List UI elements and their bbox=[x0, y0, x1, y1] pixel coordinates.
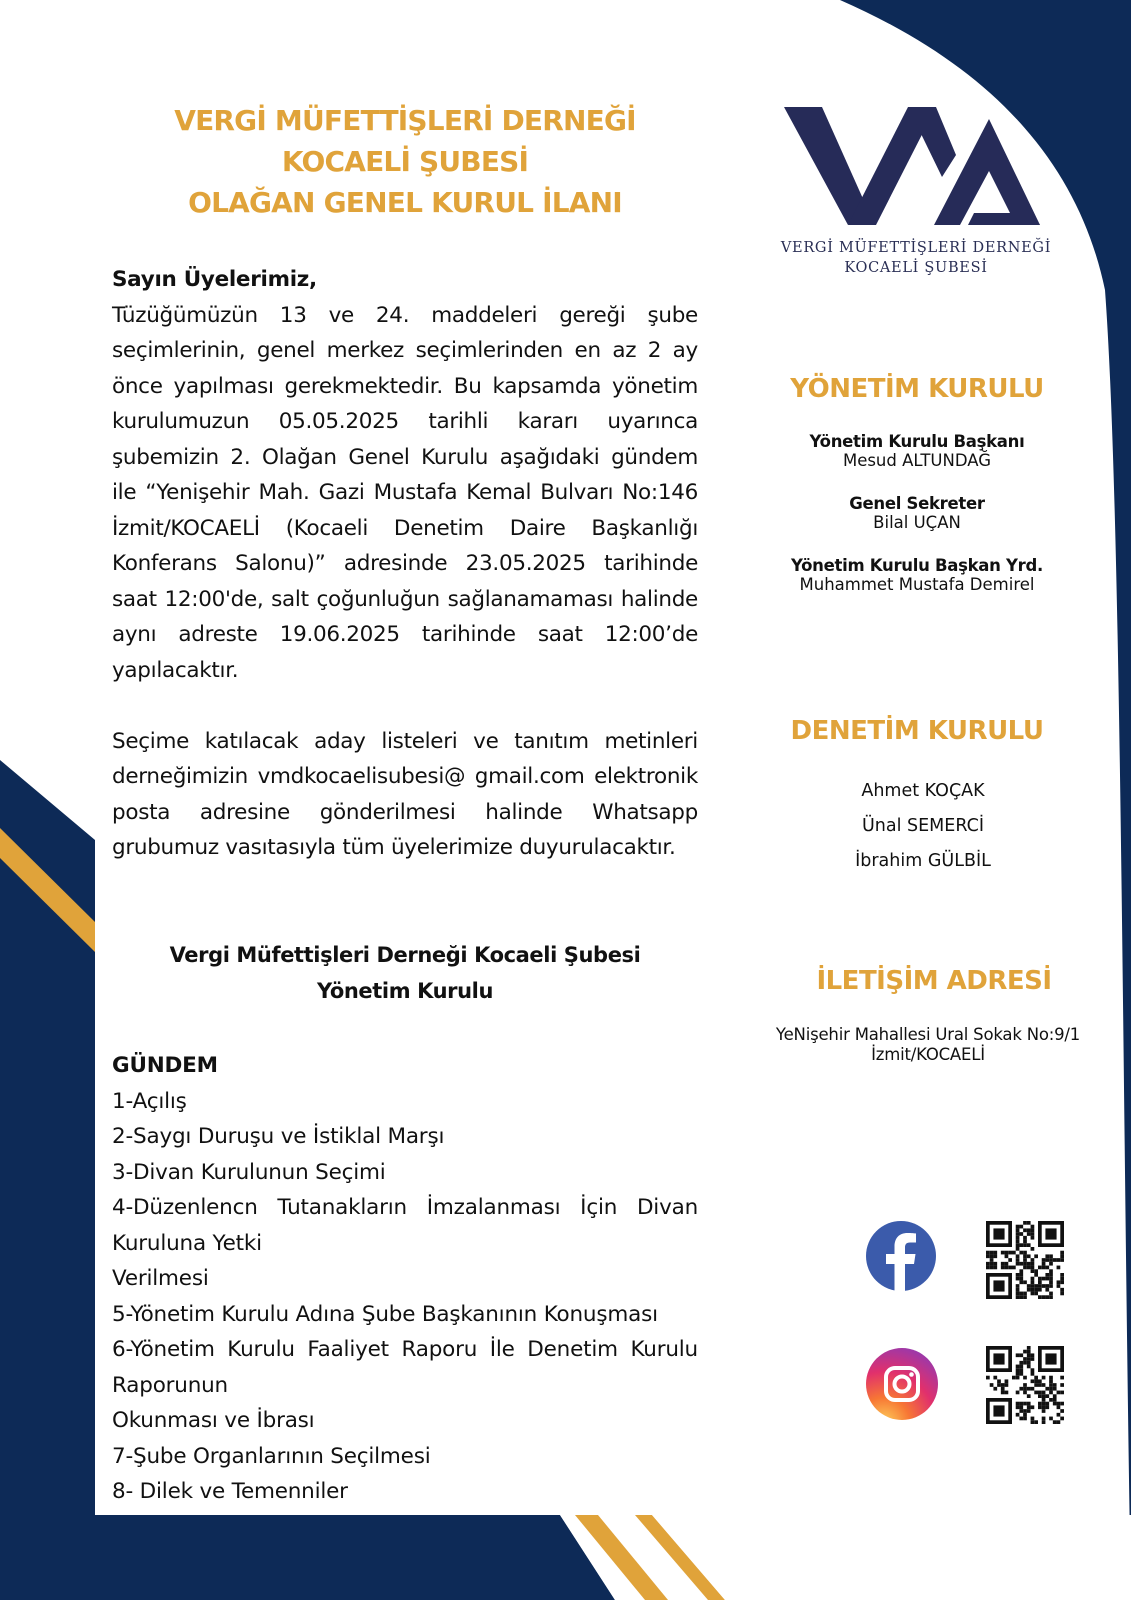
address-line-2: İzmit/KOCAELİ bbox=[871, 1045, 985, 1064]
agenda-item: 5-Yönetim Kurulu Adına Şube Başkanının Konuşması bbox=[112, 1301, 658, 1327]
board-title: YÖNETİM KURULU bbox=[790, 374, 1044, 404]
audit-member: İbrahim GÜLBİL bbox=[855, 851, 991, 871]
paragraph-gap bbox=[112, 688, 698, 724]
agenda-item: 8- Dilek ve Temenniler bbox=[112, 1479, 348, 1504]
agenda-section bbox=[112, 1048, 698, 1510]
logo-line-2: KOCAELİ ŞUBESİ bbox=[844, 260, 988, 276]
board-role: Yönetim Kurulu Başkanı bbox=[809, 432, 1025, 451]
title-line-3: OLAĞAN GENEL KURUL İLANI bbox=[188, 186, 622, 219]
board-member-3 bbox=[767, 556, 1067, 594]
signature-line-2: Yönetim Kurulu bbox=[316, 978, 494, 1003]
agenda-item: 2-Saygı Duruşu ve İstiklal Marşı bbox=[112, 1124, 445, 1149]
title-line-2: KOCAELİ ŞUBESİ bbox=[281, 145, 529, 178]
address-line-1: YeNişehir Mahallesi Ural Sokak No:9/1 bbox=[775, 1025, 1081, 1044]
signature-block bbox=[112, 938, 698, 1009]
announcement-title bbox=[112, 100, 698, 223]
agenda-item: 1-Açılış bbox=[112, 1088, 187, 1114]
contact-address bbox=[758, 1025, 1098, 1065]
board-member-1 bbox=[767, 432, 1067, 470]
audit-member: Ünal SEMERCİ bbox=[861, 816, 985, 836]
contact-title: İLETİŞİM ADRESİ bbox=[816, 966, 1052, 996]
board-role: Genel Sekreter bbox=[849, 494, 985, 513]
agenda-item: Verilmesi bbox=[112, 1266, 209, 1291]
navy-bottom-right bbox=[652, 1515, 1131, 1600]
board-member-2 bbox=[767, 494, 1067, 532]
board-role: Yönetim Kurulu Başkan Yrd. bbox=[791, 556, 1043, 575]
title-line-1: VERGİ MÜFETTİŞLERİ DERNEĞİ bbox=[174, 104, 636, 137]
salutation: Sayın Üyelerimiz, bbox=[112, 267, 317, 292]
audit-member: Ahmet KOÇAK bbox=[861, 781, 985, 801]
paragraph-2: Seçime katılacak aday listeleri ve tanıtım metinleri derneğimizin vmdkocaelisubesi@ gmail.com elektronik posta adresine gönderilmesi halinde Whatsapp grubumuz vasıtasıyla tüm üyelerimize duyurulacaktır. bbox=[112, 728, 698, 860]
agenda-item: 3-Divan Kurulunun Seçimi bbox=[112, 1159, 386, 1185]
qr-code-icon bbox=[986, 1221, 1064, 1299]
logo-caption bbox=[766, 238, 1066, 278]
agenda-item: 7-Şube Organlarının Seçilmesi bbox=[112, 1443, 431, 1469]
board-name: Mesud ALTUNDAĞ bbox=[842, 451, 992, 470]
audit-title: DENETİM KURULU bbox=[790, 716, 1044, 746]
board-name: Bilal UÇAN bbox=[873, 513, 961, 532]
signature-line-1: Vergi Müfettişleri Derneği Kocaeli Şubesi bbox=[169, 943, 641, 967]
instagram-icon[interactable] bbox=[866, 1348, 938, 1420]
agenda-title: GÜNDEM bbox=[112, 1053, 218, 1078]
qr-code-icon bbox=[986, 1346, 1064, 1424]
board-name: Muhammet Mustafa Demirel bbox=[799, 575, 1035, 594]
association-logo bbox=[766, 100, 1066, 290]
agenda-item: Okunması ve İbrası bbox=[112, 1408, 315, 1433]
vm-logo-mark bbox=[784, 105, 1044, 235]
paragraph-1: Tüzüğümüzün 13 ve 24. maddeleri gereği şube seçimlerinin, genel merkez seçimlerinden en az 2 ay önce yapılması gerekmektedir. Bu kapsamda yönetim kurulumuzun 05.05.2025 tarihli kararı uyarınca şubemizin 2. Olağan Genel Kurulu aşağıdaki gündem ile “Yenişehir Mah. Gazi Mustafa Kemal Bulvarı No:146 İzmit/KOCAELİ (Kocaeli Denetim Daire Başkanlığı Konferans Salonu)” adresinde 23.05.2025 tarihinde saat 12:00'de, salt çoğunluğun sağlanamaması halinde aynı adreste 19.06.2025 tarihinde saat 12:00’de yapılacaktır. bbox=[112, 302, 698, 683]
letter-body bbox=[112, 262, 698, 866]
agenda-item: 4-Düzenlencn Tutanakların İmzalanması İçin Divan Kuruluna Yetki bbox=[112, 1195, 698, 1256]
logo-line-1: VERGİ MÜFETTİŞLERİ DERNEĞİ bbox=[780, 240, 1052, 256]
facebook-icon[interactable] bbox=[866, 1221, 936, 1291]
agenda-item: 6-Yönetim Kurulu Faaliyet Raporu İle Denetim Kurulu Raporunun bbox=[112, 1337, 698, 1398]
audit-members bbox=[773, 774, 1073, 879]
